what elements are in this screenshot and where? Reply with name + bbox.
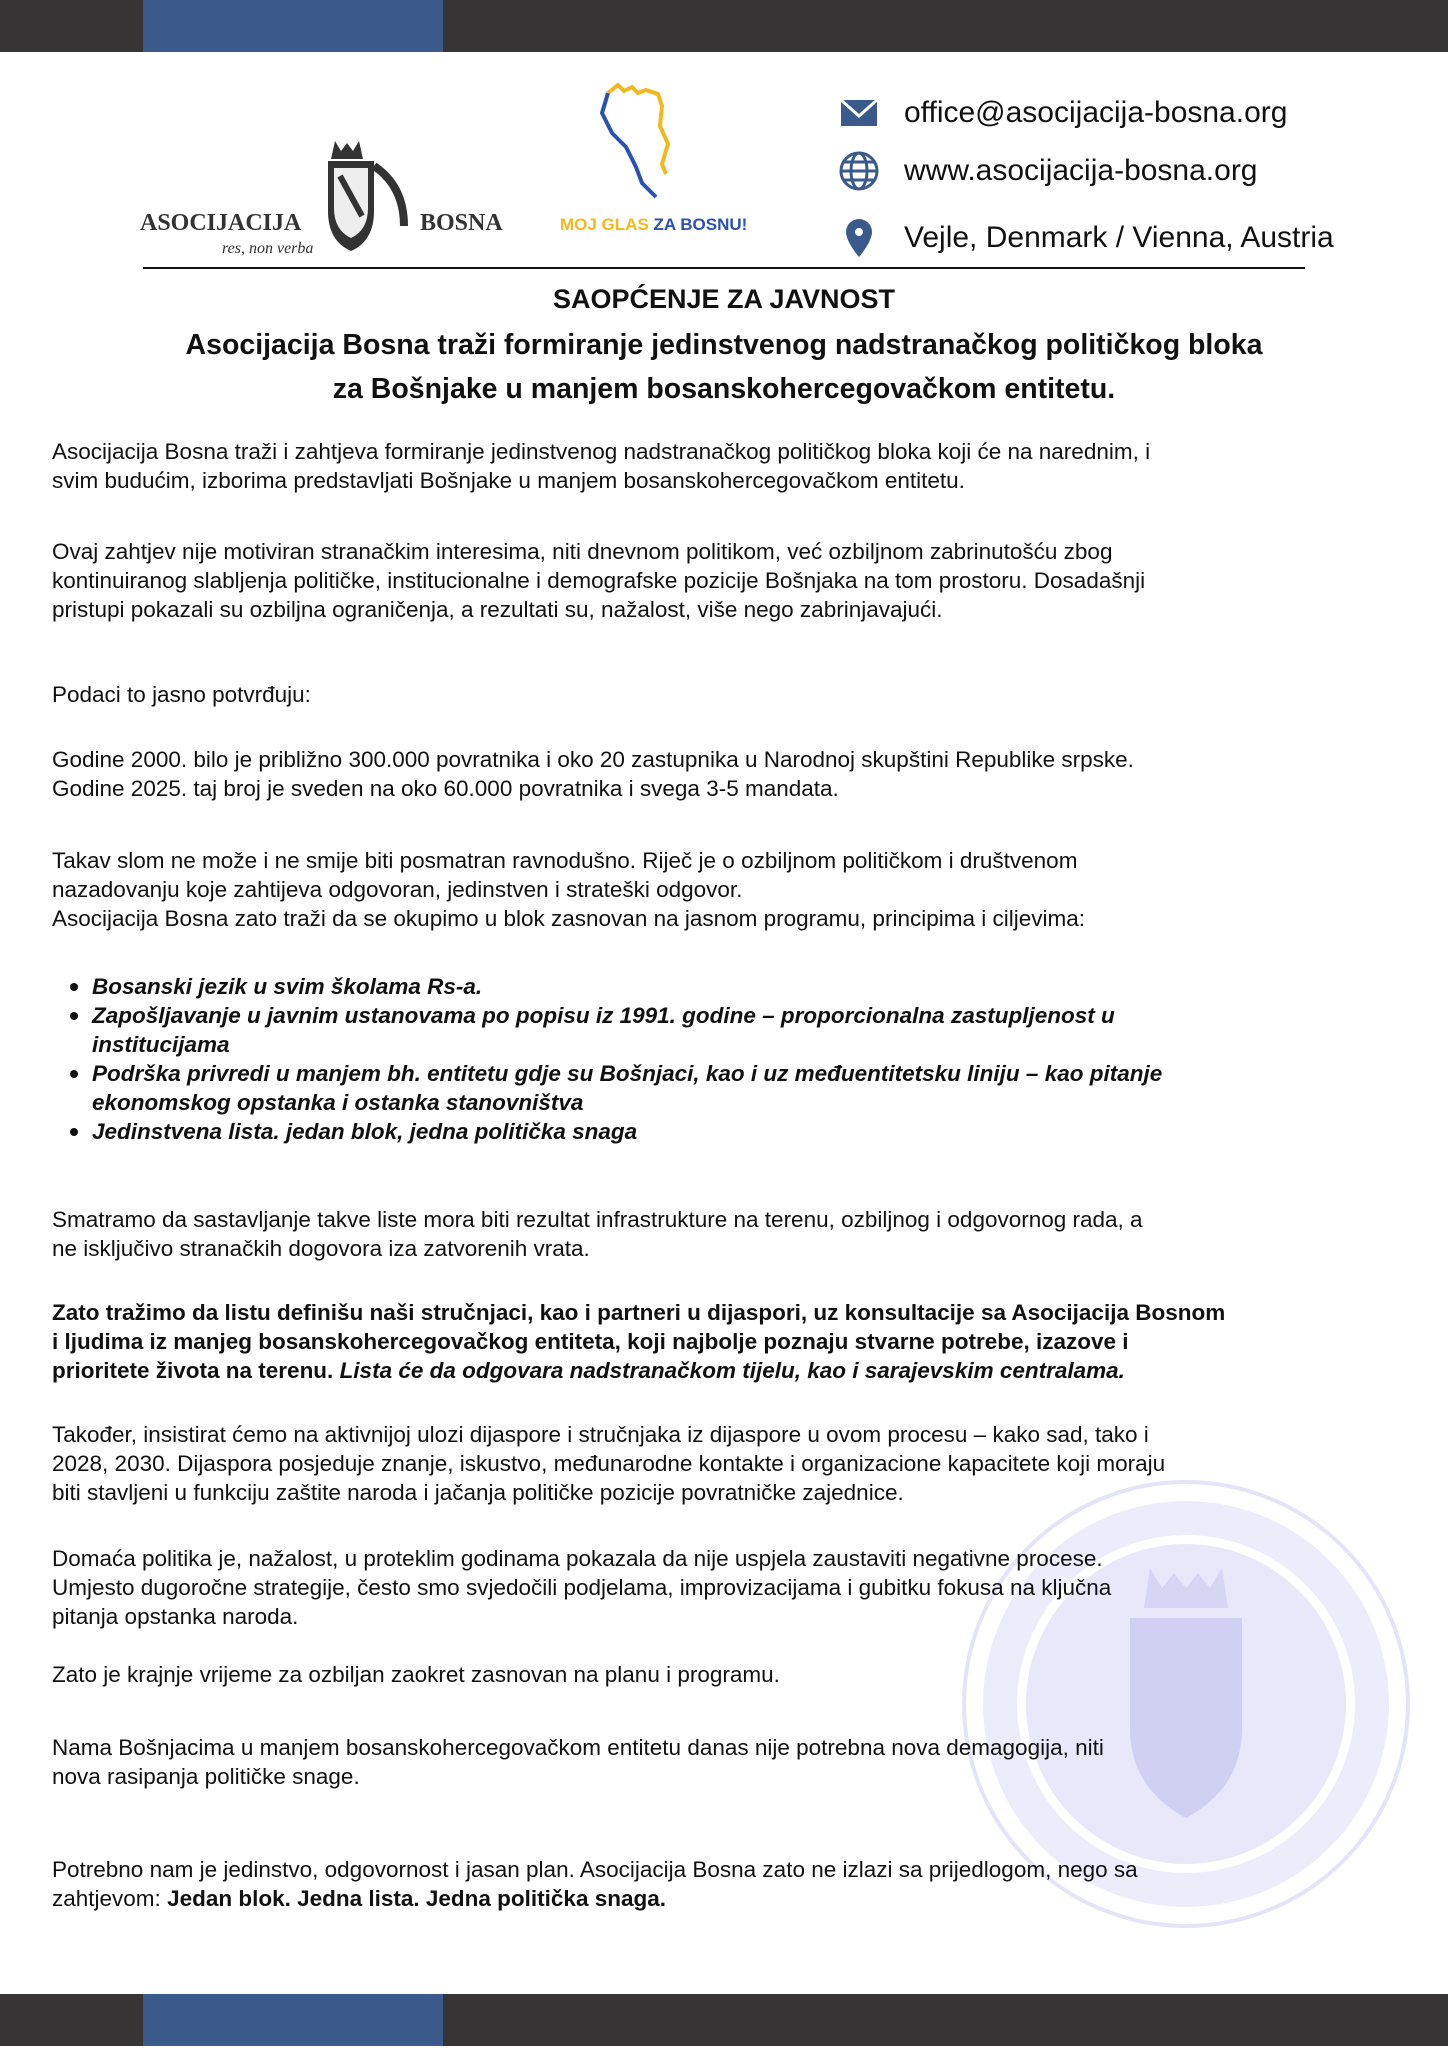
logo-motto: res, non verba (222, 240, 314, 257)
list-item-line: ekonomskog opstanka i ostanka stanovništva (92, 1090, 584, 1115)
headline-line-1: Asocijacija Bosna traži formiranje jedinstvenog nadstranačkog političkog bloka (185, 329, 1263, 361)
line-text: ne isključivo stranačkih dogovora iza zatvorenih vrata. (52, 1236, 590, 1261)
line-text: Godine 2000. bilo je približno 300.000 povratnika i oko 20 zastupnika u Narodnoj skupštini Republike srpske. (52, 747, 1134, 772)
email-text[interactable]: office@asocijacija-bosna.org (904, 96, 1288, 129)
demands-list (92, 972, 1392, 1146)
paragraph-line (52, 1234, 1422, 1263)
line-text: prioritete života na terenu. (52, 1358, 334, 1383)
line-text: Asocijacija Bosna traži i zahtjeva formiranje jedinstvenog nadstranačkog političkog bloka koji će na narednim, i (52, 439, 1151, 464)
paragraph (52, 537, 1422, 624)
list-item-line: institucijama (92, 1032, 230, 1057)
logo-asocijacija-bosna (140, 136, 520, 264)
logo-name-left: ASOCIJACIJA (140, 210, 302, 236)
paragraph-line (52, 1602, 1422, 1631)
paragraph-line (52, 745, 1422, 774)
line-text: i ljudima iz manjeg bosanskohercegovačkog entiteta, koji najbolje poznaju stvarne potrebe, izazove i (52, 1329, 1129, 1354)
paragraph-line (52, 1762, 1422, 1791)
slogan-yellow: MOJ GLAS (560, 215, 649, 234)
line-text: Godine 2025. taj broj je sveden na oko 60.000 povratnika i svega 3-5 mandata. (52, 776, 839, 801)
line-text: biti stavljeni u funkciju zaštite naroda i jačanja političke pozicije povratničke zajednice. (52, 1480, 904, 1505)
list-item (92, 1117, 1392, 1146)
paragraph-line (52, 595, 1422, 624)
slogan-blue: ZA BOSNU! (653, 215, 748, 234)
paragraph-line (52, 1660, 1422, 1689)
line-text: Smatramo da sastavljanje takve liste mora biti rezultat infrastrukture na terenu, ozbiljnog i odgovornog rada, a (52, 1207, 1143, 1232)
line-text: Potrebno nam je jedinstvo, odgovornost i jasan plan. Asocijacija Bosna zato ne izlazi sa prijedlogom, nego sa (52, 1857, 1138, 1882)
paragraph-line (52, 1884, 1422, 1913)
paragraph-line (52, 1327, 1422, 1356)
paragraph-line (52, 1205, 1422, 1234)
bottom-bar-accent (143, 1994, 443, 2046)
line-text: Asocijacija Bosna zato traži da se okupimo u blok zasnovan na jasnom programu, principima i ciljevima: (52, 906, 1085, 931)
line-text: Ovaj zahtjev nije motiviran stranačkim interesima, niti dnevnom politikom, već ozbiljnom zabrinutošću zbog (52, 539, 1113, 564)
paragraph-line (52, 437, 1422, 466)
list-item (92, 1001, 1392, 1059)
line-text: Takav slom ne može i ne smije biti posmatran ravnodušno. Riječ je o ozbiljnom političkom i društvenom (52, 848, 1078, 873)
logo-moj-glas (560, 75, 800, 245)
line-text: Nama Bošnjacima u manjem bosanskohercegovačkom entitetu danas nije potrebna nova demagogija, niti (52, 1735, 1104, 1760)
paragraph-line (52, 1855, 1422, 1884)
top-bar-accent (143, 0, 443, 52)
line-text: Zato tražimo da listu definišu naši stručnjaci, kao i partneri u dijaspori, uz konsultacije sa Asocijacija Bosnom (52, 1300, 1226, 1325)
list-item-line: Podrška privredi u manjem bh. entitetu gdje su Bošnjaci, kao i uz međuentitetsku liniju – kao pitanje (92, 1061, 1163, 1086)
location-text: Vejle, Denmark / Vienna, Austria (904, 221, 1334, 254)
headline-line-2: za Bošnjake u manjem bosanskohercegovačkom entitetu. (332, 373, 1116, 405)
contact-location (838, 214, 1334, 262)
envelope-icon (838, 92, 880, 134)
line-text: nazadovanju koje zahtijeva odgovoran, jedinstven i strateški odgovor. (52, 877, 743, 902)
list-item-line: Jedinstvena lista. jedan blok, jedna politička snaga (92, 1119, 638, 1144)
paragraph-line (52, 537, 1422, 566)
paragraph-line (52, 1573, 1422, 1602)
map-pin-icon (838, 214, 880, 262)
paragraph-line (52, 1478, 1422, 1507)
paragraph (52, 1660, 1422, 1689)
line-text: zahtjevom: (52, 1886, 161, 1911)
paragraph-line (52, 904, 1422, 933)
line-text: Zato je krajnje vrijeme za ozbiljan zaokret zasnovan na planu i programu. (52, 1662, 780, 1687)
paragraph-line (52, 846, 1422, 875)
paragraph-line (52, 1420, 1422, 1449)
contact-email (838, 92, 1287, 134)
list-item-line: Bosanski jezik u svim školama Rs-a. (92, 974, 483, 999)
logo-slogan (560, 215, 747, 235)
paragraph (52, 745, 1422, 803)
contact-website (838, 150, 1258, 192)
line-text: Također, insistirat ćemo na aktivnijoj ulozi dijaspore i stručnjaka iz dijaspore u ovom procesu – kako sad, tako i (52, 1422, 1149, 1447)
line-text: Podaci to jasno potvrđuju: (52, 682, 311, 707)
paragraph-line (52, 774, 1422, 803)
paragraph (52, 846, 1422, 933)
paragraph (52, 1298, 1422, 1385)
bold-emphasis: Jedan blok. Jedna lista. Jedna politička snaga. (160, 1886, 666, 1911)
paragraph-line (52, 1544, 1422, 1573)
list-item (92, 1059, 1392, 1117)
paragraph-line (52, 1298, 1422, 1327)
line-text: nova rasipanja političke snage. (52, 1764, 360, 1789)
paragraph (52, 1544, 1422, 1631)
bottom-bar (0, 1994, 1448, 2046)
line-text: Umjesto dugoročne strategije, često smo svjedočili podjelama, improvizacijama i gubitku fokusa na ključna (52, 1575, 1112, 1600)
paragraph (52, 680, 1422, 709)
line-text: pristupi pokazali su ozbiljna ograničenja, a rezultati su, nažalost, više nego zabrinjavajući. (52, 597, 943, 622)
line-text: svim budućim, izborima predstavljati Bošnjake u manjem bosanskohercegovačkom entitetu. (52, 468, 965, 493)
paragraph (52, 1420, 1422, 1507)
logo-name-right: BOSNA (420, 210, 503, 236)
header-divider (143, 267, 1305, 269)
paragraph-line (52, 1449, 1422, 1478)
paragraph (52, 1205, 1422, 1263)
line-text: pitanja opstanka naroda. (52, 1604, 299, 1629)
paragraph-line (52, 1733, 1422, 1762)
website-text[interactable]: www.asocijacija-bosna.org (904, 154, 1258, 187)
line-text: 2028, 2030. Dijaspora posjeduje znanje, iskustvo, međunarodne kontakte i organizacione kapacitete koji moraju (52, 1451, 1166, 1476)
list-item-line: Zapošljavanje u javnim ustanovama po popisu iz 1991. godine – proporcionalna zastupljenost u (92, 1003, 1115, 1028)
paragraph (52, 437, 1422, 495)
paragraph-line (52, 566, 1422, 595)
globe-icon (838, 150, 880, 192)
paragraph (52, 1855, 1422, 1913)
line-text: Domaća politika je, nažalost, u proteklim godinama pokazala da nije uspjela zaustaviti negativne procese. (52, 1546, 1103, 1571)
line-text: kontinuiranog slabljenja političke, institucionalne i demografske pozicije Bošnjaka na tom prostoru. Dosadašnji (52, 568, 1146, 593)
paragraph-line (52, 1356, 1422, 1385)
paragraph-line (52, 466, 1422, 495)
document-kicker: SAOPĆENJE ZA JAVNOST (552, 284, 896, 314)
top-bar (0, 0, 1448, 52)
paragraph-line (52, 875, 1422, 904)
italic-emphasis: Lista će da odgovara nadstranačkom tijelu, kao i sarajevskim centralama. (333, 1358, 1125, 1383)
paragraph (52, 1733, 1422, 1791)
list-item (92, 972, 1392, 1001)
paragraph-line (52, 680, 1422, 709)
